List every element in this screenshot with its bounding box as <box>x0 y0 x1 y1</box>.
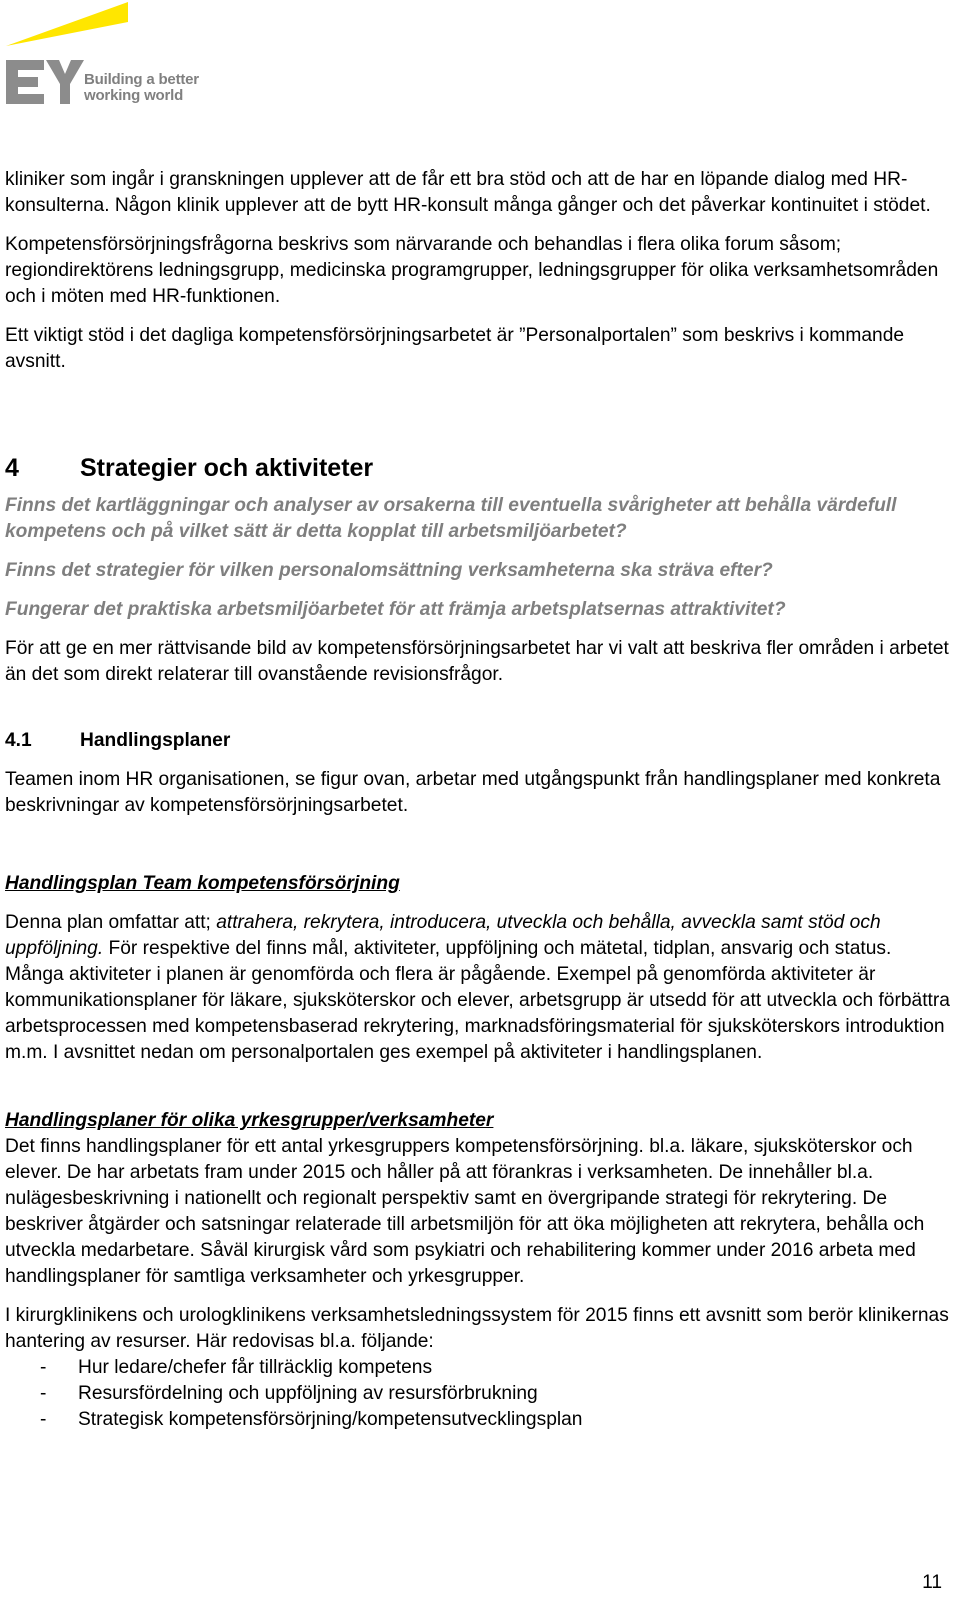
plan-groups-body-2: I kirurgklinikens och urologklinikens verksamhetsledningssystem för 2015 finns ett avsnitt som berör klinikernas hantering av resurser. Här redovisas bl.a. följande: <box>5 1305 949 1352</box>
list-item <box>5 1355 955 1381</box>
ey-logo <box>4 0 214 120</box>
plan-team-rest: För respektive del finns mål, aktiviteter, uppföljning och mätetal, tidplan, ansvarig och status. Många aktiviteter i planen är genomförda och flera är pågående. Exempel på genomförda aktiviteter är kommunikationsplaner för läkare, sjuksköterskor och elever, arbetsgrupp är utsedd för att utveckla och förbättra arbetsprocessen med kompetensbaserad rekrytering, marknadsföringsmaterial för sjuksköterskors introduktion m.m. I avsnittet nedan om personalportalen ges exempel på aktiviteter i handlingsplanen. <box>5 938 950 1063</box>
resource-list <box>5 1355 955 1433</box>
ey-beam-icon <box>6 2 128 46</box>
plan-team-body <box>5 910 955 1066</box>
plan-team-lead: Denna plan omfattar att; <box>5 912 217 933</box>
section-4-heading <box>5 453 955 483</box>
section-4-1-body: Teamen inom HR organisationen, se figur ovan, arbetar med utgångspunkt från handlingsplaner med konkreta beskrivningar av kompetensförsörjningsarbetet. <box>5 769 941 816</box>
list-item-text: Resursfördelning och uppföljning av resursförbrukning <box>78 1383 538 1404</box>
list-item <box>5 1381 955 1407</box>
section-4-title: Strategier och aktiviteter <box>80 454 374 482</box>
list-dash: - <box>40 1409 47 1430</box>
plan-groups-body: Det finns handlingsplaner för ett antal yrkesgruppers kompetensförsörjning. bl.a. läkare, sjuksköterskor och elever. De har arbetats fram under 2015 och håller på att förankras i verksamheten. De innehåller bl.a. nulägesbeskrivning i nationellt och regionalt perspektiv samt en övergripande strategi för rekrytering. De beskriver åtgärder och satsningar relaterade till arbetsmiljön för att öka möjligheten att rekrytera, behålla och utveckla medarbetare. Såväl kirurgisk vård som psykiatri och rehabilitering kommer under 2016 arbeta med handlingsplaner för samtliga verksamheter och yrkesgrupper. <box>5 1136 925 1287</box>
ey-letter-e <box>6 60 44 104</box>
ey-tagline <box>84 72 199 104</box>
page-number: 11 <box>922 1572 942 1593</box>
ey-letter-y <box>46 60 84 104</box>
tagline-line-2: working world <box>84 87 184 104</box>
intro-paragraph-2: Kompetensförsörjningsfrågorna beskrivs som närvarande och behandlas i flera olika forum såsom; regiondirektörens ledningsgrupp, medicinska programgrupper, ledningsgrupper för olika verksamhetsområden och i möten med HR-funktionen. <box>5 234 939 307</box>
section-4-1-number: 4.1 <box>5 730 32 751</box>
intro-paragraph-1: kliniker som ingår i granskningen upplever att de får ett bra stöd och att de har en löpande dialog med HR-konsulterna. Någon klinik upplever att de bytt HR-konsult många gånger och det påverkar kontinuitet i stödet. <box>5 169 931 216</box>
question-3: Fungerar det praktiska arbetsmiljöarbetet för att främja arbetsplatsernas attraktivitet? <box>5 599 786 620</box>
plan-team-italic: attrahera, rekrytera, introducera, utveckla och behålla, avveckla samt stöd och uppföljning. <box>5 912 881 959</box>
plan-groups-heading: Handlingsplaner för olika yrkesgrupper/verksamheter <box>5 1110 494 1131</box>
intro-paragraph-3: Ett viktigt stöd i det dagliga kompetensförsörjningsarbetet är ”Personalportalen” som beskrivs i kommande avsnitt. <box>5 325 905 372</box>
section-4-1-title: Handlingsplaner <box>80 730 231 751</box>
list-item <box>5 1407 955 1433</box>
list-item-text: Hur ledare/chefer får tillräcklig kompetens <box>78 1357 433 1378</box>
question-2: Finns det strategier för vilken personalomsättning verksamheterna ska sträva efter? <box>5 560 773 581</box>
tagline-line-1: Building a better <box>84 71 199 88</box>
list-dash: - <box>40 1357 47 1378</box>
plan-team-heading: Handlingsplan Team kompetensförsörjning <box>5 873 400 894</box>
list-dash: - <box>40 1383 47 1404</box>
section-4-number: 4 <box>5 454 19 482</box>
document-body <box>5 167 955 1433</box>
section-4-1-heading <box>5 728 955 754</box>
list-item-text: Strategisk kompetensförsörjning/kompetensutvecklingsplan <box>78 1409 583 1430</box>
section-4-body: För att ge en mer rättvisande bild av kompetensförsörjningsarbetet har vi valt att beskriva fler områden i arbetet än det som direkt relaterar till ovanstående revisionsfrågor. <box>5 638 949 685</box>
question-1: Finns det kartläggningar och analyser av orsakerna till eventuella svårigheter att behålla värdefull kompetens och på vilket sätt är detta kopplat till arbetsmiljöarbetet? <box>5 495 897 542</box>
